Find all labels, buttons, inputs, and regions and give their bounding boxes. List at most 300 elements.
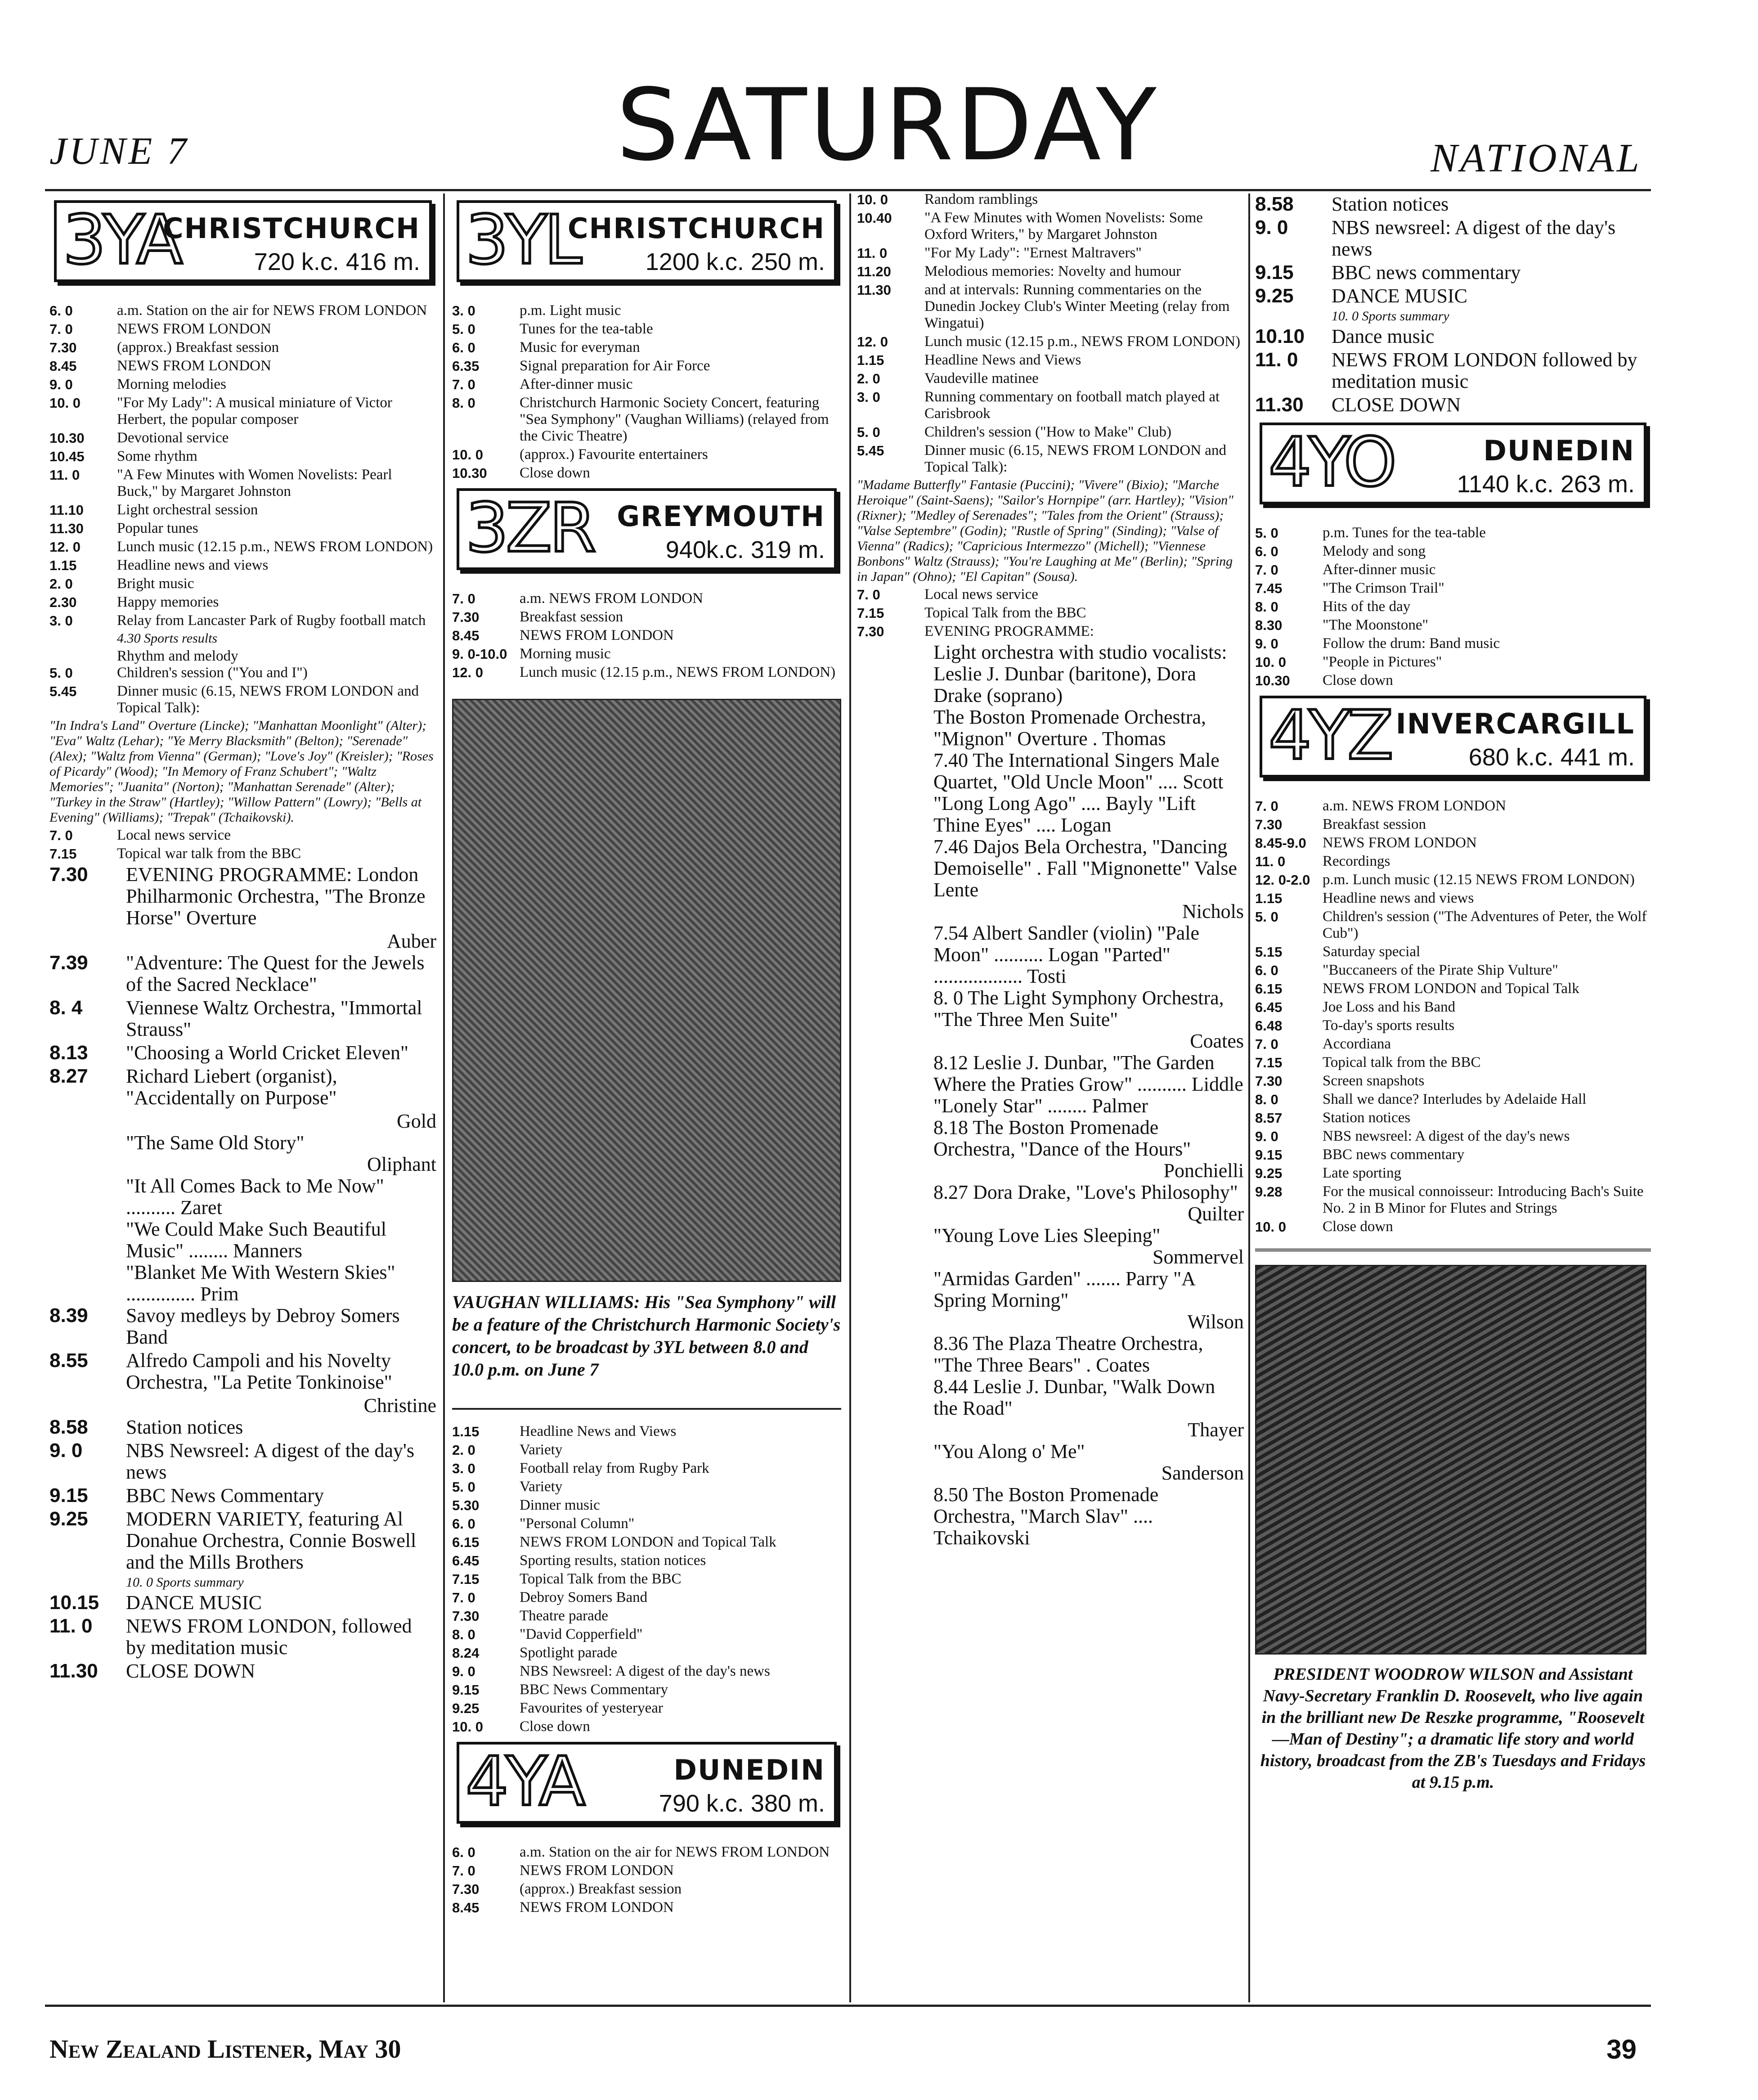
schedule-time: 10. 0 [1255,1219,1286,1235]
schedule-description: "For My Lady": A musical miniature of Victor Herbert, the popular composer [117,395,392,427]
station-city: CHRISTCHURCH [162,212,420,245]
schedule-time: 11. 0 [1255,854,1286,869]
schedule-list [1255,525,1651,689]
programme-item: "Young Love Lies Sleeping" [933,1224,1161,1246]
schedule-time: 9. 0 [452,1664,475,1679]
station-city: CHRISTCHURCH [567,212,825,245]
station-city: INVERCARGILL [1395,707,1635,740]
schedule-time: 3. 0 [49,613,73,629]
schedule-time: 7. 0 [1255,1036,1278,1052]
schedule-description: BBC News Commentary [126,1484,324,1506]
schedule-time: 7.30 [452,1881,480,1897]
schedule-time: 11.30 [857,282,891,298]
schedule-description: a.m. NEWS FROM LONDON [520,590,703,607]
schedule-time: 11. 0 [49,467,80,483]
schedule-description: a.m. Station on the air for NEWS FROM LONDON [117,302,427,319]
schedule-row [49,1485,436,1506]
schedule-time: 12. 0 [857,334,888,350]
schedule-description: Children's session ("The Adventures of Peter, the Wolf Cub") [1323,908,1647,941]
schedule-row [857,389,1244,422]
schedule-description: Breakfast session [1323,816,1426,832]
schedule-row [1255,193,1651,215]
schedule-description: Local news service [924,586,1038,603]
schedule-row [1255,944,1651,960]
schedule-time: 11.20 [857,264,891,279]
programme-item: "The Same Old Story" [126,1132,305,1154]
schedule-time: 11. 0 [857,245,888,261]
schedule-description: Headline news and views [117,557,269,573]
schedule-time: 8. 0 [1255,599,1278,615]
station-logo: 3YL [466,201,579,279]
schedule-row [1255,853,1651,870]
schedule-description: Station notices [1323,1110,1411,1126]
schedule-row [1255,326,1651,347]
schedule-row [49,395,436,428]
schedule-time: 5.15 [1255,944,1283,960]
station-logo: 4YA [466,1743,583,1821]
schedule-row [49,502,436,518]
bottom-rule [45,2005,1651,2007]
schedule-time: 5. 0 [49,665,73,681]
schedule-description: Close down [1323,672,1393,688]
schedule-time: 8.24 [452,1645,480,1661]
composer: Christine [363,1394,436,1416]
schedule-row [1255,999,1651,1016]
schedule-description: Station notices [1332,193,1449,215]
schedule-time: 2. 0 [452,1442,475,1458]
schedule-time: 7.15 [49,846,77,862]
schedule-time: 11.30 [49,521,84,536]
schedule-description: Close down [520,1718,590,1735]
schedule-description: "Personal Column" [520,1515,635,1532]
schedule-description: NEWS FROM LONDON [520,1899,674,1916]
schedule-description: Accordiana [1323,1036,1391,1052]
schedule-row [49,612,436,629]
schedule-time: 8.45 [452,628,480,643]
schedule-description: Happy memories [117,594,219,610]
schedule-time: 6. 0 [1255,962,1278,978]
schedule-time: 6.45 [1255,999,1283,1015]
schedule-row [1255,672,1651,689]
schedule-row [49,683,436,716]
schedule-description: Close down [520,465,590,481]
schedule-description: "A Few Minutes with Women Novelists: Some Oxford Writers," by Margaret Johnston [924,210,1203,243]
schedule-description: "Choosing a World Cricket Eleven" [126,1042,408,1064]
schedule-time: 10. 0 [1255,654,1286,670]
composer: Coates [1190,1030,1244,1052]
schedule-row [49,1508,436,1573]
schedule-time: 7. 0 [1255,798,1278,814]
schedule-time: 12. 0-2.0 [1255,872,1310,888]
schedule-row [452,1682,841,1698]
schedule-description: Tunes for the tea-table [520,321,653,337]
composer: Gold [397,1110,436,1132]
schedule-row [1255,1054,1651,1071]
schedule-description: CLOSE DOWN [126,1660,256,1682]
schedule-time: 10. 0 [49,395,81,411]
schedule-time: 5. 0 [1255,525,1278,541]
schedule-time: 10.30 [452,465,487,481]
schedule-description: p.m. Lunch music (12.15 NEWS FROM LONDON) [1323,872,1635,888]
programme-item: "Blanket Me With Western Skies" .............. Prim [126,1261,395,1305]
schedule-description: Screen snapshots [1323,1073,1425,1089]
programme-item: 8.50 The Boston Promenade Orchestra, "March Slav" .... Tchaikovski [933,1484,1159,1549]
schedule-row [49,1350,436,1393]
station-banner-3yl [457,200,837,282]
schedule-list [452,302,841,481]
schedule-time: 3. 0 [452,303,475,319]
schedule-list [49,827,436,862]
schedule-time: 1.15 [452,1424,480,1439]
schedule-time: 8.30 [1255,617,1283,633]
schedule-description: Favourites of yesteryear [520,1700,663,1716]
schedule-row [49,467,436,500]
section-rule [452,1381,841,1410]
schedule-description: BBC News Commentary [520,1682,668,1698]
schedule-description: Signal preparation for Air Force [520,358,710,374]
schedule-time: 8. 0 [452,1627,475,1642]
composer: Sanderson [1161,1462,1244,1484]
schedule-description: Savoy medleys by Debroy Somers Band [126,1304,400,1348]
schedule-description: Light orchestral session [117,502,258,518]
schedule-list [452,1844,841,1916]
schedule-list [49,1592,436,1682]
schedule-time: 8.27 [49,1065,88,1087]
schedule-time: 10.45 [49,449,85,464]
schedule-row [857,586,1244,603]
programme-item: 8.18 The Boston Promenade Orchestra, "Dance of the Hours" [933,1116,1191,1160]
programme-item: 7.54 Albert Sandler (violin) "Pale Moon" .......... Logan "Parted" .................. Tosti [933,922,1200,987]
schedule-row [857,424,1244,441]
schedule-description: Bright music [117,576,194,592]
schedule-time: 6. 0 [1255,544,1278,559]
schedule-time: 9. 0 [1255,1129,1278,1144]
schedule-time: 5.45 [857,443,884,459]
schedule-row [49,952,436,995]
schedule-row [452,1645,841,1661]
schedule-list [452,1423,841,1735]
schedule-row [1255,1073,1651,1089]
schedule-time: 9. 0 [1255,216,1288,238]
schedule-time: 7. 0 [1255,562,1278,578]
programme-item: 8.27 Dora Drake, "Love's Philosophy" [933,1181,1238,1203]
schedule-description: NEWS FROM LONDON [520,627,674,643]
schedule-description: Relay from Lancaster Park of Rugby football match [117,612,426,629]
schedule-description: After-dinner music [1323,562,1436,578]
schedule-time: 6.15 [1255,981,1283,997]
schedule-time: 12. 0 [452,665,483,680]
network-label: NATIONAL [1431,136,1642,180]
schedule-row [49,864,436,929]
schedule-row [1255,617,1651,634]
schedule-row [1255,816,1651,833]
schedule-description: MODERN VARIETY, featuring Al Donahue Orchestra, Connie Boswell and the Mills Brothers [126,1508,417,1573]
schedule-row [452,1534,841,1551]
schedule-time: 11. 0 [49,1615,93,1637]
station-logo: 3ZR [466,489,594,567]
schedule-row [452,465,841,481]
schedule-description: After-dinner music [520,376,633,392]
schedule-row [1255,562,1651,578]
column-4ya-continued [857,191,1244,1549]
schedule-description: NEWS FROM LONDON [117,358,271,374]
sports-note: 10. 0 Sports summary [1332,309,1449,324]
schedule-description: NEWS FROM LONDON [520,1862,674,1879]
station-logo: 4YO [1269,423,1394,502]
schedule-description: Topical war talk from the BBC [117,845,301,862]
schedule-description: "For My Lady": "Ernest Maltravers" [924,245,1142,261]
schedule-time: 10.15 [49,1592,99,1614]
schedule-time: 9.15 [49,1484,88,1506]
schedule-note: Rhythm and melody [117,648,238,664]
schedule-description: Station notices [126,1416,243,1438]
schedule-time: 7.45 [1255,580,1283,596]
schedule-description: To-day's sports results [1323,1017,1455,1034]
schedule-time: 10.40 [857,210,892,226]
schedule-row [857,370,1244,387]
schedule-row [1255,962,1651,979]
schedule-row [1255,598,1651,615]
composer: Thayer [1188,1419,1244,1441]
schedule-description: Close down [1323,1219,1393,1235]
schedule-time: 3. 0 [857,389,880,405]
schedule-time: 5.30 [452,1497,480,1513]
schedule-time: 9.25 [1255,285,1294,307]
schedule-time: 2. 0 [49,576,73,592]
programme-item: Light orchestra with studio vocalists: Leslie J. Dunbar (baritone), Dora Drake (soprano) [933,641,1227,706]
schedule-time: 8. 4 [49,997,83,1019]
schedule-row [452,627,841,644]
schedule-description: Football relay from Rugby Park [520,1460,709,1476]
schedule-description: (approx.) Breakfast session [520,1881,682,1897]
schedule-row [49,302,436,319]
schedule-description: Shall we dance? Interludes by Adelaide Hall [1323,1091,1587,1107]
schedule-time: 5. 0 [452,1479,475,1495]
schedule-description: Sporting results, station notices [520,1552,706,1569]
schedule-row [1255,394,1651,416]
schedule-time: 11.10 [49,502,84,518]
schedule-row [49,430,436,446]
schedule-description: NEWS FROM LONDON and Topical Talk [520,1534,776,1550]
schedule-time: 6. 0 [452,1844,475,1860]
schedule-time: 7.30 [49,863,88,886]
programme-item: 7.40 The International Singers Male Quartet, "Old Uncle Moon" .... Scott "Long Long Ago" .... Bayly "Lift Thine Eyes" .... Logan [933,749,1224,836]
schedule-time: 9.15 [452,1682,480,1698]
schedule-row [452,321,841,337]
sports-note: 4.30 Sports results [117,631,218,646]
schedule-time: 1.15 [857,352,884,368]
schedule-description: Variety [520,1479,563,1495]
schedule-row [857,245,1244,261]
schedule-description: Headline news and views [1323,890,1474,906]
schedule-description: Late sporting [1323,1165,1402,1181]
programme-item: 8.12 Leslie J. Dunbar, "The Garden Where the Praties Grow" .......... Liddle "Lonely Star" ........ Palmer [933,1052,1243,1117]
schedule-row [452,376,841,393]
schedule-row [49,997,436,1040]
schedule-description: Topical Talk from the BBC [520,1571,682,1587]
schedule-time: 7. 0 [49,321,73,337]
schedule-row [1255,635,1651,652]
schedule-list [857,586,1244,640]
schedule-row [49,1592,436,1614]
schedule-row [452,664,841,681]
composer: Quilter [1188,1203,1244,1225]
schedule-description: (approx.) Breakfast session [117,339,279,355]
programme-item: "Armidas Garden" ....... Parry "A Spring Morning" [933,1268,1195,1311]
schedule-list [1255,193,1651,307]
schedule-description: Spotlight parade [520,1645,618,1661]
station-banner-3zr [457,488,837,570]
station-banner-4yz [1260,696,1646,778]
schedule-time: 8.57 [1255,1110,1283,1126]
schedule-row [49,1660,436,1682]
schedule-description: Running commentary on football match played at Carisbrook [924,389,1220,422]
schedule-row [1255,1165,1651,1182]
schedule-row [49,1440,436,1483]
schedule-row [1255,908,1651,942]
schedule-time: 7.30 [1255,1073,1283,1089]
schedule-description: Headline News and Views [520,1423,677,1439]
schedule-row [49,520,436,537]
schedule-description: Dance music [1332,325,1435,347]
column-divider [1248,193,1250,2002]
schedule-time: 8.55 [49,1349,88,1372]
schedule-row [49,376,436,393]
schedule-row [1255,1128,1651,1145]
schedule-description: Local news service [117,827,231,843]
schedule-description: Music for everyman [520,339,640,355]
schedule-row [1255,525,1651,541]
schedule-description: NBS newsreel: A digest of the day's news [1323,1128,1570,1144]
schedule-description: "David Copperfield" [520,1626,643,1642]
schedule-row [452,590,841,607]
schedule-row [1255,285,1651,307]
schedule-row [49,845,436,862]
schedule-description: NBS Newsreel: A digest of the day's news [126,1439,414,1483]
schedule-time: 7.39 [49,952,88,974]
schedule-time: 7.15 [452,1571,480,1587]
schedule-description: Morning music [520,646,611,662]
schedule-row [452,1442,841,1458]
schedule-time: 10.30 [1255,673,1290,688]
schedule-row [452,1608,841,1624]
schedule-description: Random ramblings [924,191,1038,207]
schedule-description: Debroy Somers Band [520,1589,648,1605]
schedule-row [1255,1036,1651,1052]
composer: Oliphant [367,1153,436,1175]
schedule-row [452,339,841,356]
schedule-description: Variety [520,1442,563,1458]
schedule-time: 1.15 [1255,890,1283,906]
schedule-row [1255,1219,1651,1235]
schedule-row [857,623,1244,640]
schedule-time: 2. 0 [857,371,880,387]
schedule-row [1255,1091,1651,1108]
schedule-row [452,646,841,662]
schedule-description: a.m. Station on the air for NEWS FROM LONDON [520,1844,830,1860]
schedule-description: Hits of the day [1323,598,1411,615]
schedule-time: 8.45-9.0 [1255,835,1306,851]
schedule-description: (approx.) Favourite entertainers [520,446,708,463]
schedule-description: Children's session ("You and I") [117,665,308,681]
schedule-time: 7. 0 [452,1590,475,1605]
schedule-row [49,594,436,611]
schedule-description: NEWS FROM LONDON and Topical Talk [1323,980,1579,997]
column-3ya [49,193,436,1684]
schedule-row [49,339,436,356]
schedule-row [1255,1183,1651,1217]
schedule-time: 10.30 [49,430,85,446]
schedule-time: 5. 0 [452,321,475,337]
schedule-time: 8.58 [49,1416,88,1438]
evening-programme [49,864,436,1132]
schedule-list [49,302,436,629]
schedule-row [452,1460,841,1477]
schedule-description: Theatre parade [520,1608,608,1624]
schedule-time: 10. 0 [857,192,888,207]
schedule-row [1255,1110,1651,1126]
station-city: DUNEDIN [1483,434,1635,467]
schedule-row [857,210,1244,243]
schedule-time: 6.35 [452,358,480,374]
schedule-time: 11. 0 [1255,349,1298,371]
schedule-row [452,1663,841,1680]
schedule-time: 8.39 [49,1304,88,1327]
schedule-time: 9.25 [452,1700,480,1716]
schedule-time: 9.28 [1255,1184,1283,1200]
programme-item: "It All Comes Back to Me Now" .......... Zaret [126,1175,384,1219]
schedule-row [49,576,436,592]
schedule-row [49,1066,436,1109]
schedule-description: Topical Talk from the BBC [924,605,1086,621]
evening-programme [857,642,1244,1549]
schedule-description: Topical talk from the BBC [1323,1054,1481,1070]
schedule-description: DANCE MUSIC [1332,285,1467,307]
schedule-time: 8.58 [1255,193,1294,215]
schedule-description: Christchurch Harmonic Society Concert, featuring "Sea Symphony" (Vaughan Williams) (relayed from the Civic Theatre) [520,395,829,444]
schedule-row [452,1479,841,1495]
schedule-time: 10. 0 [452,1719,483,1735]
station-city: DUNEDIN [673,1754,825,1786]
dinner-music-list: "Madame Butterfly" Fantasie (Puccini); "Vivere" (Bixio); "Marche Heroique" (Saint-Saens); "Sailor's Hornpipe" (arr. Hartley); "Vision" (Rixner); "Medley of Serenades"; "Tales from the Orient" (Strauss); "Valse Septembre" (Godin); "Rustle of Spring" (Sinding); "Valse of Vienna" (Radics); "Capricious Intermezzo" (Michell); "Viennese Bonbons" Waltz (Strauss); "You're Laughing at Me" (Berlin); "Spring in Japan" (Ohno); "El Capitan" (Sousa). [857,477,1233,584]
schedule-description: BBC news commentary [1332,261,1521,283]
schedule-row [1255,1017,1651,1034]
schedule-time: 9. 0 [49,1439,83,1461]
programme-item: 7.46 Dajos Bela Orchestra, "Dancing Demoiselle" . Fall "Mignonette" Valse Lente [933,836,1238,901]
schedule-description: a.m. NEWS FROM LONDON [1323,798,1506,814]
schedule-row [452,1626,841,1643]
schedule-row [1255,580,1651,597]
schedule-time: 7. 0 [49,827,73,843]
column-4yo-4yz [1255,193,1651,1793]
schedule-description: Some rhythm [117,448,197,464]
schedule-row [452,1844,841,1861]
schedule-row [452,358,841,374]
schedule-row [857,263,1244,280]
schedule-time: 6.15 [452,1534,480,1550]
schedule-row [1255,980,1651,997]
schedule-description: BBC news commentary [1323,1147,1465,1163]
composer: Sommervel [1153,1246,1244,1268]
schedule-time: 8.45 [452,1900,480,1916]
schedule-time: 5. 0 [857,424,880,440]
schedule-description: NBS newsreel: A digest of the day's news [1332,216,1616,260]
schedule-description: Breakfast session [520,609,623,625]
schedule-row [1255,835,1651,851]
schedule-row [1255,890,1651,907]
schedule-row [49,1615,436,1659]
schedule-row [452,446,841,463]
